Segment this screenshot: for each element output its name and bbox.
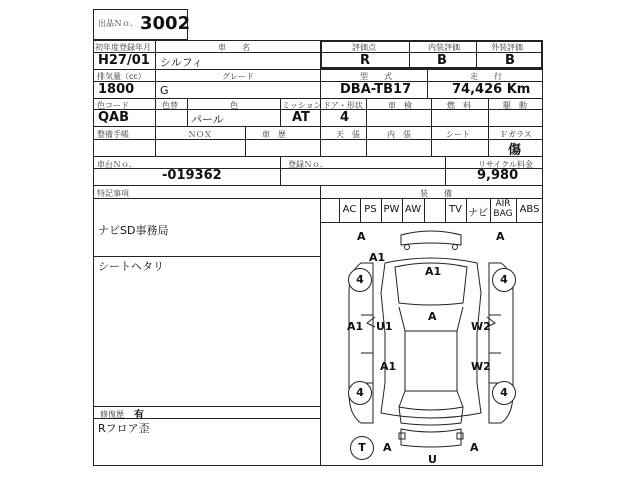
recycle-value: 9,980	[477, 168, 519, 183]
chassis-value: -019362	[162, 168, 222, 183]
score-highlight-box	[320, 40, 543, 69]
nox-label: ＮＯＸ	[188, 130, 212, 139]
inspection-label: 車 検	[388, 101, 412, 110]
repair-note: Rフロア歪	[98, 422, 150, 435]
displacement-value: 1800	[98, 82, 135, 97]
mission-label: ミッション	[282, 101, 322, 110]
car-damage-diagram	[321, 223, 542, 465]
note-line-2: シートヘタリ	[98, 260, 164, 273]
model-value: DBA-TB17	[340, 82, 412, 97]
mark-hood: A1	[425, 265, 442, 278]
interior-label: 内装評価	[428, 43, 460, 52]
equipment-title: 装 備	[420, 189, 452, 198]
notes-title: 特記事項	[97, 189, 129, 198]
reg-date-value: H27/01	[98, 53, 150, 68]
equipment-tv: TV	[449, 204, 462, 215]
score-label: 評価点	[352, 43, 376, 52]
mileage-value: 74,426 Km	[452, 82, 531, 97]
mileage-label: 走 行	[470, 72, 502, 81]
color-code-label: 色コード	[97, 101, 129, 110]
lot-number: 3002	[140, 13, 191, 34]
equipment-ps: PS	[364, 204, 377, 215]
note-line-1: ナビSD事務局	[98, 224, 169, 237]
equipment-navi: ナビ	[468, 208, 488, 219]
car-name-value: シルフィ	[160, 56, 203, 69]
fuel-label: 燃 料	[447, 101, 471, 110]
doors-label: ドア・形状	[323, 101, 363, 110]
repair-history-label: 修復歴	[100, 410, 124, 419]
chassis-label: 車台Ｎｏ．	[97, 160, 137, 169]
reg-date-label: 初年度登録年月	[95, 43, 151, 52]
displacement-label: 排気量（cc）	[97, 72, 146, 81]
mission-value: AT	[292, 110, 310, 125]
mark-front-bumper: A1	[369, 251, 386, 264]
drive-label: 駆 動	[503, 101, 527, 110]
mark-roof: A	[428, 310, 437, 323]
inner-lining-label: 内 張	[387, 130, 411, 139]
manual-label: 整備手帳	[97, 130, 129, 139]
recycle-label: リサイクル料金	[478, 160, 533, 169]
mark-right-rear-door: W2	[471, 360, 491, 373]
equipment-ac: AC	[342, 204, 357, 215]
score-value: R	[360, 53, 371, 68]
mark-left-door: U1	[376, 320, 393, 333]
mark-front-right: A	[496, 230, 505, 243]
front-glass-value: 傷	[508, 143, 522, 158]
mark-front-left: A	[357, 230, 366, 243]
equipment-abs: ABS	[519, 204, 540, 215]
mark-right-door: W2	[471, 320, 491, 333]
mark-left-rear-door: A1	[380, 360, 397, 373]
tire-front-left: 4	[348, 268, 372, 292]
mark-rear-bumper: U	[428, 453, 437, 466]
grade-label: グレード	[222, 72, 254, 81]
color-code-value: QAB	[98, 110, 130, 125]
equipment-pw: PW	[383, 204, 400, 215]
color-type-label: 色替	[162, 101, 178, 110]
roof-lining-label: 天 張	[336, 130, 360, 139]
seat-label: シート	[446, 130, 470, 139]
equipment-aw: AW	[404, 204, 422, 215]
front-glass-label: Ｆガラス	[500, 130, 532, 139]
mark-left-fender: A1	[347, 320, 364, 333]
history-label: 車 歴	[262, 130, 286, 139]
exterior-value: B	[505, 53, 515, 68]
car-name-label: 車 名	[218, 43, 250, 52]
tire-rear-left: 4	[348, 381, 372, 405]
grade-value: G	[160, 84, 169, 97]
color-label: 色	[230, 101, 238, 110]
equipment-airbag: AIR BAG	[493, 199, 513, 219]
interior-value: B	[437, 53, 447, 68]
exterior-label: 外装評価	[491, 43, 523, 52]
tire-front-right: 4	[492, 268, 516, 292]
spare-tire: T	[350, 436, 374, 460]
lot-label: 出品Ｎｏ．	[98, 19, 138, 28]
doors-value: 4	[340, 110, 350, 125]
tire-rear-right: 4	[492, 381, 516, 405]
mark-rear-left: A	[383, 441, 392, 454]
repair-history-value: 有	[134, 410, 144, 421]
model-label: 型 式	[360, 72, 392, 81]
mark-rear-right: A	[470, 441, 479, 454]
registration-label: 登録Ｎｏ．	[288, 160, 328, 169]
color-type-value: パール	[191, 113, 224, 126]
